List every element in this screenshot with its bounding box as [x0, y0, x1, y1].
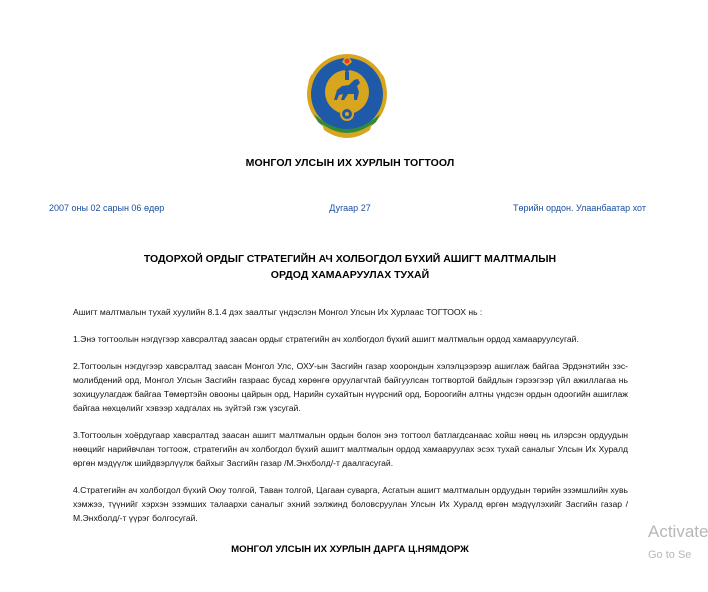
document-heading-line-1: ТОДОРХОЙ ОРДЫГ СТРАТЕГИЙН АЧ ХОЛБОГДОЛ БҮХИЙ АШИГТ МАЛТМАЛЫН — [143, 253, 557, 265]
state-emblem-icon — [304, 52, 390, 144]
watermark-title: Activate — [648, 522, 708, 541]
resolution-place: Төрийн ордон. Улаанбаатар хот — [512, 203, 646, 213]
paragraph-1: 1.Энэ тогтоолын нэгдүгээр хавсралтад заасан ордыг стратегийн ач холбогдол бүхий ашигт малтмалын ордод хамааруулсугай. — [73, 334, 579, 344]
intro-paragraph: Ашигт малтмалын тухай хуулийн 8.1.4 дэх заалтыг үндэслэн Монгол Улсын Их Хурлаас ТОГТООХ нь : — [73, 307, 483, 317]
activate-windows-watermark — [648, 522, 708, 563]
paragraph-3: 3.Тогтоолын хоёрдугаар хавсралтад заасан ашигт малтмалын ордын болон энэ тогтоол батлагдсанаас хойш нөөц нь илэрсэн ордуудын нөөцийг нарийвчлан тогтоож, стратегийн ач холбогдол бүхий ашигт малтмалын ордод хамааруулах эсэх тухай саналыг Улсын Их Хуралд өргөн мэдүүлж шийдвэрлүүлж байхыг Засгийн газар /М.Энхболд/-т даалгасугай. — [73, 430, 628, 468]
document-heading-line-2: ОРДОД ХАМААРУУЛАХ ТУХАЙ — [270, 269, 430, 281]
state-emblem — [304, 52, 390, 144]
watermark-subtitle[interactable]: Go to Se — [648, 549, 692, 561]
signature-line: МОНГОЛ УЛСЫН ИХ ХУРЛЫН ДАРГА Ц.НЯМДОРЖ — [231, 544, 469, 555]
document-heading — [0, 251, 700, 283]
resolution-number: Дугаар 27 — [329, 203, 371, 213]
document-body — [73, 305, 628, 538]
paragraph-2: 2.Тогтоолын нэгдүгээр хавсралтад заасан Монгол Улс, ОХУ-ын Засгийн газар хоорондын хэлэлцээрээр ашиглаж байгаа Эрдэнэтийн зэс-молибдений орд, Монгол Улсын Засгийн газраас бусад хөрөнгө оруулагчтай байгуулсан тогтвортой байдлын гэрээгээр үйл ажиллагаа нь зохицуулагдаж байгаа Төмөртэйн овооны цайрын орд, Нарийн сухайтын нүүрсний орд, Бороогийн алтны үндсэн ордын одоогийн ашиглаж байгаа нөхцөлийг хэвээр хадгалах нь зүйтэй гэж үзсугай. — [73, 361, 628, 413]
resolution-date: 2007 оны 02 сарын 06 өдөр — [49, 203, 165, 213]
page-title: МОНГОЛ УЛСЫН ИХ ХУРЛЫН ТОГТООЛ — [245, 157, 455, 169]
paragraph-4: 4.Стратегийн ач холбогдол бүхий Оюу толгой, Таван толгой, Цагаан суварга, Асгатын ашигт малтмалын ордуудын төрийн эзэмшлийн хувь хэмжээ, түүнийг хэрхэн эзэмших талаархи саналыг эхний ээлжинд боловсруулан Улсын Их Хуралд өргөн мэдүүлэхийг Засгийн газар /М.Энхболд/-т үүрэг болгосугай. — [73, 485, 628, 523]
